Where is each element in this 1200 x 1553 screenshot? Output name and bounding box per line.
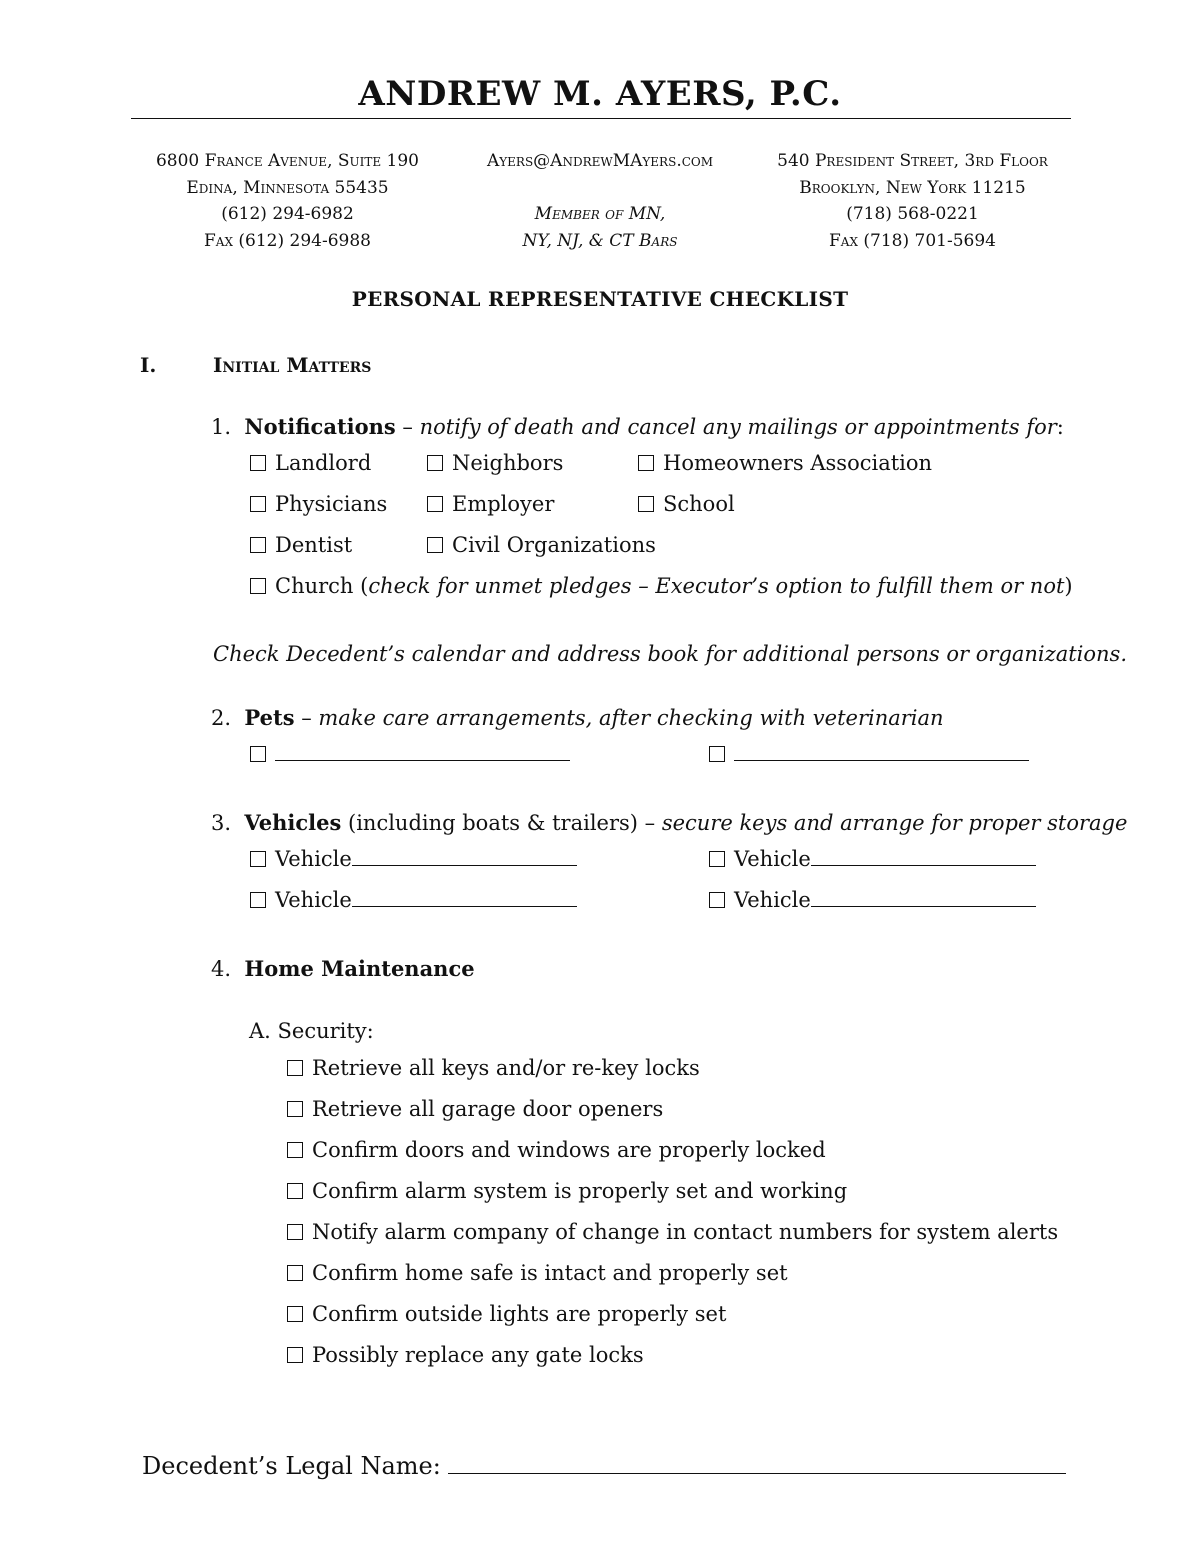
checkbox-label: Retrieve all garage door openers: [312, 1097, 664, 1121]
checkbox-item[interactable]: [250, 492, 387, 516]
phone-line: (718) 568-0221: [846, 204, 979, 224]
security-checkbox-item[interactable]: [287, 1138, 826, 1162]
checkbox-label: Confirm home safe is intact and properly set: [312, 1261, 788, 1285]
checkbox-label: Notify alarm company of change in contact numbers for system alerts: [312, 1220, 1059, 1244]
item-description: secure keys and arrange for proper storage: [661, 811, 1128, 835]
blank-line[interactable]: [811, 847, 1036, 866]
checkbox-icon[interactable]: [250, 455, 266, 471]
blank-line[interactable]: [352, 847, 577, 866]
address-line: 540 President Street, 3rd Floor: [777, 151, 1048, 171]
item-vehicles-heading: [211, 810, 1127, 835]
security-checkbox-item[interactable]: [287, 1056, 700, 1080]
checkbox-icon[interactable]: [638, 496, 654, 512]
checkbox-label: Confirm outside lights are properly set: [312, 1302, 727, 1326]
pet-entry[interactable]: [250, 742, 570, 766]
checkbox-icon[interactable]: [709, 892, 725, 908]
checkbox-item[interactable]: [427, 451, 563, 475]
vehicle-label: Vehicle: [275, 888, 352, 912]
checkbox-label: Landlord: [275, 451, 372, 475]
checkbox-label: Confirm doors and windows are properly locked: [312, 1138, 826, 1162]
security-checkbox-item[interactable]: [287, 1220, 1058, 1244]
checkbox-label: Church: [275, 574, 354, 598]
blank-line[interactable]: [275, 742, 570, 761]
bar-membership-line: NY, NJ, & CT Bars: [522, 230, 678, 251]
church-note: check for unmet pledges – Executor’s option to fulfill them or not: [368, 574, 1065, 598]
checkbox-icon[interactable]: [287, 1306, 303, 1322]
checkbox-icon[interactable]: [427, 496, 443, 512]
checkbox-icon[interactable]: [250, 578, 266, 594]
security-sub-heading: A. Security:: [249, 1019, 374, 1043]
checkbox-icon[interactable]: [427, 455, 443, 471]
decedent-name-label: Decedent’s Legal Name:: [142, 1452, 441, 1480]
item-number: 4.: [211, 957, 232, 981]
item-plain-text: (including boats & trailers) –: [341, 811, 662, 835]
header-divider: [131, 118, 1071, 119]
checkbox-label: Physicians: [275, 492, 388, 516]
checkbox-label: Possibly replace any gate locks: [312, 1343, 644, 1367]
checkbox-icon[interactable]: [709, 851, 725, 867]
checkbox-icon[interactable]: [287, 1101, 303, 1117]
checkbox-icon[interactable]: [287, 1183, 303, 1199]
decedent-name-field[interactable]: [142, 1451, 1066, 1480]
checkbox-icon[interactable]: [638, 455, 654, 471]
item-notifications-heading: [211, 414, 1064, 439]
address-edina: [130, 148, 445, 254]
item-label: Vehicles: [244, 810, 342, 835]
checkbox-icon[interactable]: [287, 1347, 303, 1363]
blank-line[interactable]: [734, 742, 1029, 761]
checkbox-item[interactable]: [427, 492, 554, 516]
fax-line: Fax (612) 294-6988: [204, 230, 371, 251]
paren: (: [353, 574, 369, 598]
checkbox-icon[interactable]: [287, 1060, 303, 1076]
section-title: Initial Matters: [213, 353, 372, 377]
vehicle-entry[interactable]: [709, 847, 1036, 871]
bar-membership-line: Member of MN,: [534, 204, 666, 224]
address-line: Edina, Minnesota 55435: [186, 177, 389, 198]
checkbox-item[interactable]: [427, 533, 656, 557]
item-number: 3.: [211, 811, 232, 835]
security-checkbox-item[interactable]: [287, 1302, 726, 1326]
security-checkbox-item[interactable]: [287, 1261, 788, 1285]
item-label: Notifications: [244, 414, 396, 439]
checkbox-label: Confirm alarm system is properly set and working: [312, 1179, 848, 1203]
dash: –: [395, 415, 420, 439]
checkbox-icon[interactable]: [250, 746, 266, 762]
item-home-maintenance-heading: [211, 956, 475, 981]
checkbox-icon[interactable]: [250, 496, 266, 512]
security-checkbox-item[interactable]: [287, 1343, 644, 1367]
address-line: 6800 France Avenue, Suite 190: [155, 151, 419, 171]
item-description: notify of death and cancel any mailings or appointments for: [419, 415, 1057, 439]
vehicle-label: Vehicle: [734, 847, 811, 871]
vehicle-label: Vehicle: [275, 847, 352, 871]
checkbox-label: Dentist: [275, 533, 353, 557]
item-label: Home Maintenance: [244, 956, 475, 981]
checkbox-item[interactable]: [250, 451, 371, 475]
item-label: Pets: [244, 705, 295, 730]
security-checkbox-item[interactable]: [287, 1097, 663, 1121]
item-pets-heading: [211, 705, 944, 730]
checkbox-icon[interactable]: [427, 537, 443, 553]
checkbox-icon[interactable]: [287, 1265, 303, 1281]
blank-line[interactable]: [811, 888, 1036, 907]
section-number: I.: [140, 353, 157, 377]
item-description: make care arrangements, after checking with veterinarian: [318, 706, 944, 730]
checkbox-item[interactable]: [638, 451, 932, 475]
blank-line[interactable]: [352, 888, 577, 907]
checkbox-label: School: [663, 492, 735, 516]
checkbox-label: Neighbors: [452, 451, 564, 475]
calendar-note: Check Decedent’s calendar and address book for additional persons or organizations.: [213, 642, 1128, 666]
fax-line: Fax (718) 701-5694: [829, 230, 996, 251]
phone-line: (612) 294-6982: [221, 204, 354, 224]
checkbox-label: Homeowners Association: [663, 451, 933, 475]
vehicle-label: Vehicle: [734, 888, 811, 912]
checkbox-icon[interactable]: [250, 851, 266, 867]
checkbox-icon[interactable]: [287, 1142, 303, 1158]
item-number: 1.: [211, 415, 232, 439]
checkbox-item-church[interactable]: [250, 574, 1073, 598]
dash: –: [294, 706, 319, 730]
checkbox-icon[interactable]: [287, 1224, 303, 1240]
contact-center: [450, 148, 750, 254]
vehicle-entry[interactable]: [250, 888, 577, 912]
checkbox-item[interactable]: [250, 533, 352, 557]
vehicle-entry[interactable]: [250, 847, 577, 871]
address-brooklyn: [755, 148, 1070, 254]
address-line: Brooklyn, New York 11215: [799, 177, 1026, 198]
colon: :: [1056, 415, 1064, 439]
checkbox-item[interactable]: [638, 492, 735, 516]
pet-entry[interactable]: [709, 742, 1029, 766]
email-address: Ayers@AndrewMAyers.com: [486, 151, 714, 171]
decedent-name-blank[interactable]: [448, 1451, 1066, 1474]
checkbox-icon[interactable]: [709, 746, 725, 762]
checkbox-icon[interactable]: [250, 537, 266, 553]
document-title: PERSONAL REPRESENTATIVE CHECKLIST: [351, 287, 849, 311]
item-number: 2.: [211, 706, 232, 730]
vehicle-entry[interactable]: [709, 888, 1036, 912]
checkbox-label: Civil Organizations: [452, 533, 656, 557]
security-checkbox-item[interactable]: [287, 1179, 847, 1203]
checkbox-icon[interactable]: [250, 892, 266, 908]
checkbox-label: Employer: [452, 492, 555, 516]
firm-name: ANDREW M. AYERS, P.C.: [358, 74, 842, 114]
paren: ): [1064, 574, 1073, 598]
checkbox-label: Retrieve all keys and/or re-key locks: [312, 1056, 700, 1080]
